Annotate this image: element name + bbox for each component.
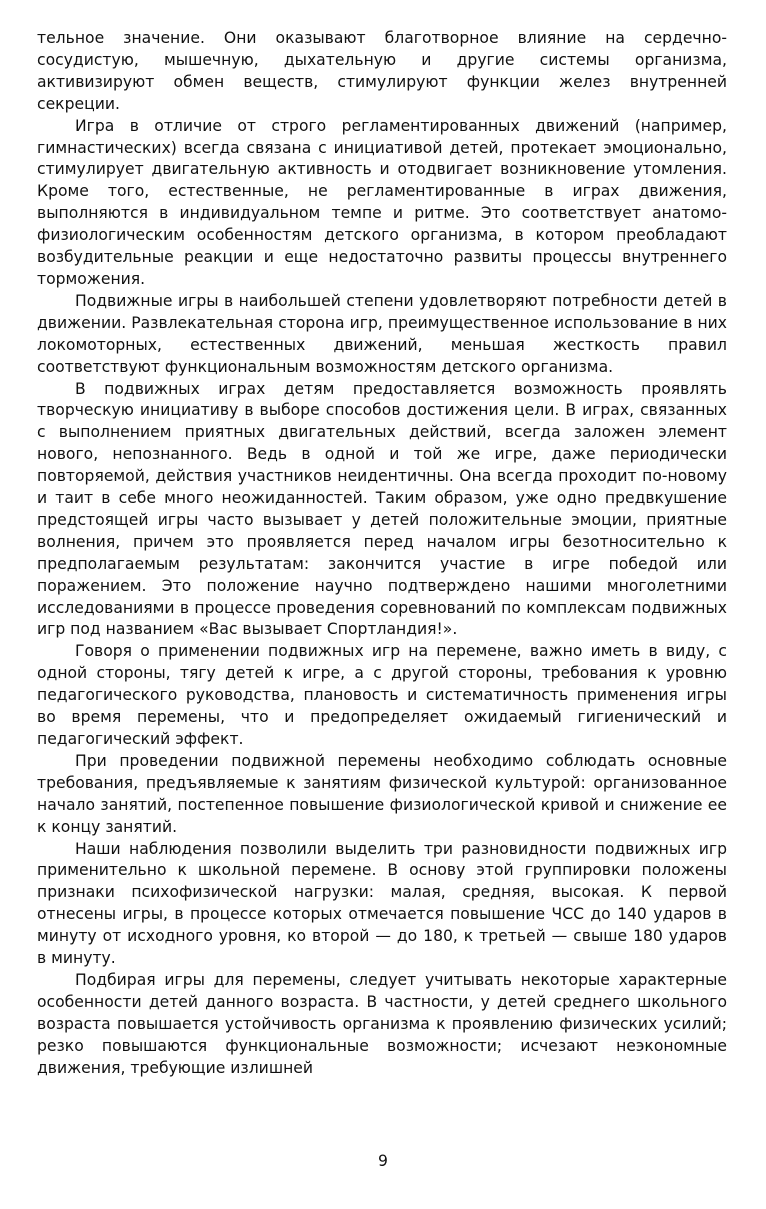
paragraph-7: Наши наблюдения позволили выделить три разновидности подвижных игр применительно к школьной перемене. В основу этой группировки положены признаки психофизической нагрузки: малая, средняя, высокая. К первой отнесены игры, в процессе которых отмечается повышение ЧСС до 140 ударов в минуту от исходного уровня, ко второй — до 180, к третьей — свыше 180 ударов в минуту. — [37, 839, 727, 968]
paragraph-1: тельное значение. Они оказывают благотворное влияние на сердечно-сосудистую, мышечную, дыхательную и другие системы организма, активизируют обмен веществ, стимулируют функции желез внутренней секреции. — [37, 29, 727, 113]
paragraph-6: При проведении подвижной перемены необходимо соблюдать основные требования, предъявляемые к занятиям физической культурой: организованное начало занятий, постепенное повышение физиологической кривой и снижение ее к концу занятий. — [37, 751, 727, 836]
page-body — [37, 28, 727, 1080]
paragraph-5: Говоря о применении подвижных игр на перемене, важно иметь в виду, с одной стороны, тягу детей к игре, а с другой стороны, требования к уровню педагогического руководства, плановость и систематичность применения игры во время перемены, что и предопределяет ожидаемый гигиенический и педагогический эффект. — [37, 642, 727, 748]
paragraph-3: Подвижные игры в наибольшей степени удовлетворяют потребности детей в движении. Развлекательная сторона игр, преимущественное использование в них локомоторных, естественных движений, меньшая жесткость правил соответствуют функциональным возможностям детского организма. — [37, 291, 727, 376]
page-number: 9 — [378, 1152, 388, 1170]
paragraph-4: В подвижных играх детям предоставляется возможность проявлять творческую инициативу в выборе способов достижения цели. В играх, связанных с выполнением приятных двигательных действий, всегда заложен элемент нового, непознанного. Ведь в одной и той же игре, даже периодически повторяемой, действия участников неидентичны. Она всегда проходит по-новому и таит в себе много неожиданностей. Таким образом, уже одно предвкушение предстоящей игры часто вызывает у детей положительные эмоции, приятные волнения, причем это проявляется перед началом игры безотносительно к предполагаемым результатам: закончится участие в игре победой или поражением. Это положение научно подтверждено нашими многолетними исследованиями в процессе проведения соревнований по комплексам подвижных игр под названием «Вас вызывает Спортландия!». — [37, 379, 727, 639]
paragraph-2: Игра в отличие от строго регламентированных движений (например, гимнастических) всегда связана с инициативой детей, протекает эмоционально, стимулирует двигательную активность и отодвигает возникновение утомления. Кроме того, естественные, не регламентированные в играх движения, выполняются в индивидуальном темпе и ритме. Это соответствует анатомо-физиологическим особенностям детского организма, в котором преобладают возбудительные реакции и еще недостаточно развиты процессы внутреннего торможения. — [37, 116, 727, 288]
paragraph-8: Подбирая игры для перемены, следует учитывать некоторые характерные особенности детей данного возраста. В частности, у детей среднего школьного возраста повышается устойчивость организма к проявлению физических усилий; резко повышаются функциональные возможности; исчезают неэкономные движения, требующие излишней — [37, 970, 727, 1077]
